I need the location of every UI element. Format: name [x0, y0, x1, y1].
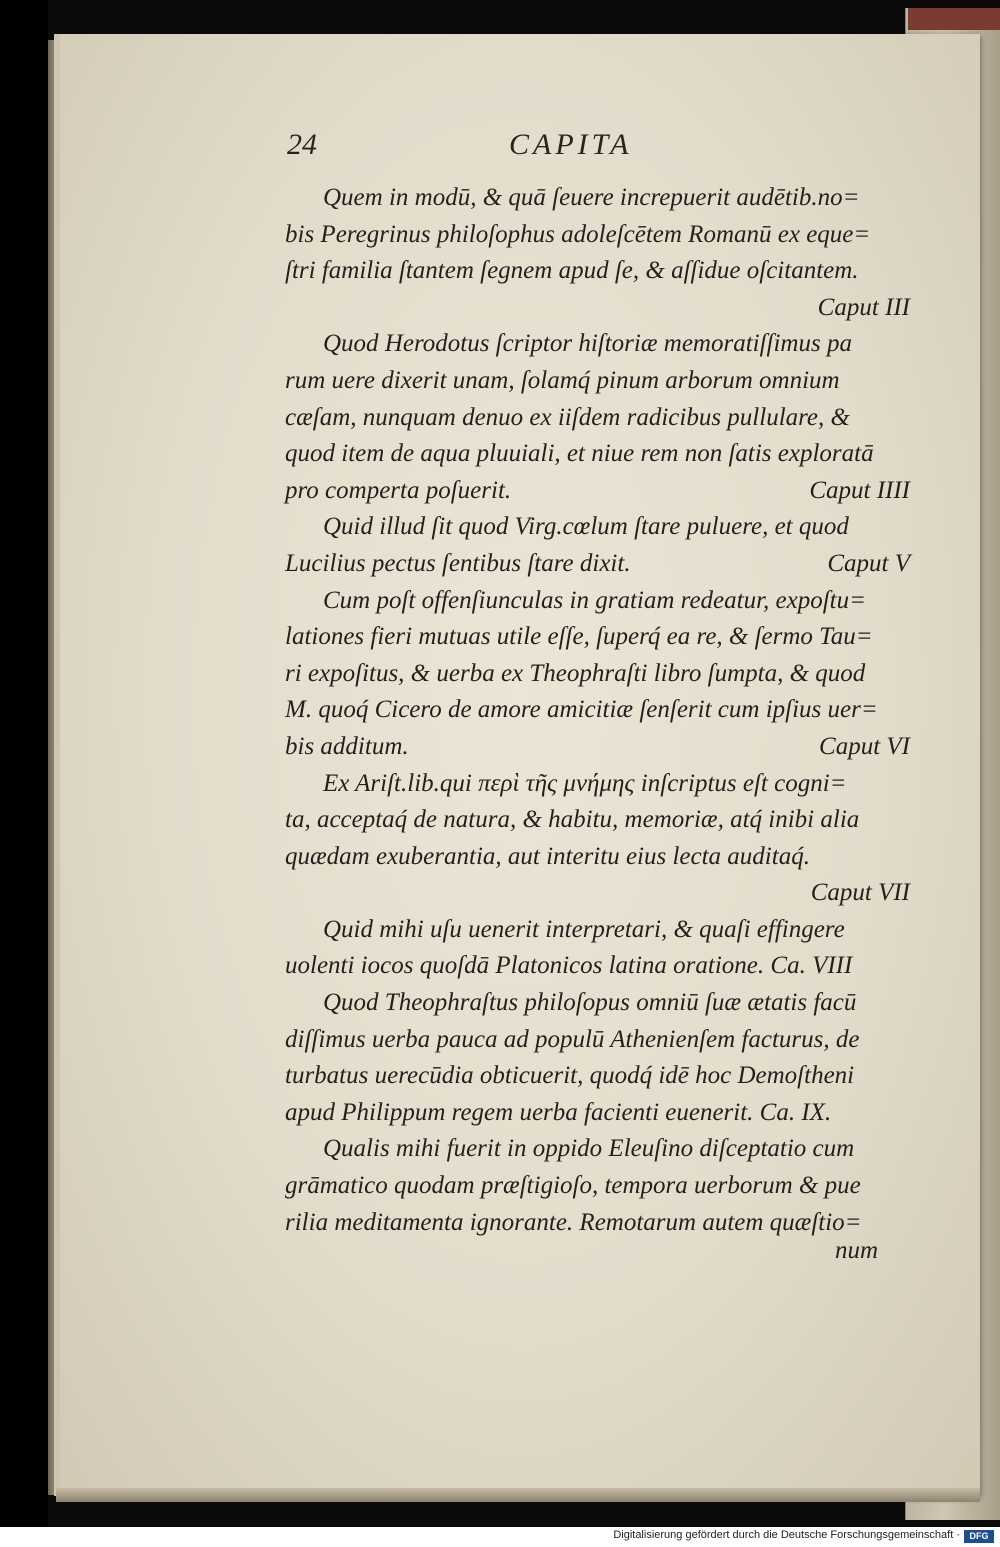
text-line	[285, 1022, 910, 1059]
text-line	[285, 509, 910, 546]
text-block	[285, 180, 910, 1241]
line-text: cæſam, nunquam denuo ex iiſdem radicibus pullulare, &	[285, 403, 850, 431]
line-text: grāmatico quodam præſtigioſo, tempora uerborum & pue	[285, 1172, 861, 1200]
dfg-logo: DFG	[964, 1530, 994, 1543]
line-text: diſſimus uerba pauca ad populū Athenienſem facturus, de	[285, 1025, 860, 1053]
line-text: Quem in modū, & quā ſeuere increpuerit audētib.no=	[323, 184, 860, 211]
text-line	[285, 180, 910, 217]
text-line	[285, 619, 910, 656]
text-line	[285, 583, 910, 620]
line-text: bis Peregrinus philoſophus adoleſcētem Romanū ex eque=	[285, 220, 871, 248]
footer-credit: Digitalisierung gefördert durch die Deutsche Forschungsgemeinschaft ·	[613, 1529, 960, 1541]
text-line	[285, 1095, 910, 1132]
text-line	[285, 656, 910, 693]
line-text: bis additum.	[285, 732, 409, 760]
line-text: Quod Theophraſtus philoſopus omniū ſuæ ætatis facū	[323, 989, 857, 1017]
line-text: lationes fieri mutuas utile eſſe, ſuperq́ ea re, & ſermo Tau=	[285, 623, 873, 651]
text-line	[285, 985, 910, 1022]
text-line	[285, 363, 910, 400]
text-line	[285, 1131, 910, 1168]
text-line	[285, 473, 910, 510]
caput-label: Caput VII	[810, 879, 910, 907]
text-line	[285, 766, 910, 803]
line-text: Qualis mihi fuerit in oppido Eleuſino diſceptatio cum	[323, 1135, 855, 1163]
text-line	[285, 692, 910, 729]
line-text: Ex Ariſt.lib.qui περὶ τῆς μνήμης inſcriptus eſt cogni=	[323, 769, 847, 797]
line-text: quædam exuberantia, aut interitu eius lecta auditaq́.	[285, 842, 810, 870]
line-text: uolenti iocos quoſdā Platonicos latina oratione. Ca. VIII	[285, 952, 853, 980]
line-text: ta, acceptaq́ de natura, & habitu, memoriæ, atq́ inibi alia	[285, 806, 860, 834]
catchword: num	[835, 1237, 879, 1264]
line-text: M. quoq́ Cicero de amore amicitiæ ſenſerit cum ipſius uer=	[285, 696, 878, 724]
scan-frame-left	[0, 0, 48, 1547]
line-text: Quid illud ſit quod Virg.cœlum ſtare puluere, et quod	[323, 513, 849, 541]
text-line	[285, 839, 910, 876]
caput-label: Caput VI	[819, 732, 910, 760]
text-line	[285, 948, 910, 985]
text-line	[285, 290, 910, 327]
text-line	[285, 802, 910, 839]
page-bottom-edge	[56, 1488, 980, 1502]
page-header	[287, 128, 907, 172]
text-line	[285, 436, 910, 473]
text-line	[285, 912, 910, 949]
text-line	[285, 1168, 910, 1205]
line-text: Quod Herodotus ſcriptor hiſtoriæ memoratiſſimus pa	[323, 330, 852, 358]
line-text: quod item de aqua pluuiali, et niue rem non ſatis exploratā	[285, 440, 874, 468]
line-text: Quid mihi uſu uenerit interpretari, & quaſi effingere	[323, 915, 845, 943]
line-text: Lucilius pectus ſentibus ſtare dixit.	[285, 549, 631, 577]
text-line	[285, 875, 910, 912]
line-text: pro comperta poſuerit.	[285, 476, 512, 504]
line-text: rilia meditamenta ignorante. Remotarum autem quæſtio=	[285, 1208, 862, 1236]
line-text: ſtri familia ſtantem ſegnem apud ſe, & aſſidue oſcitantem.	[285, 257, 859, 285]
caput-label: Caput III	[817, 293, 910, 321]
line-text: apud Philippum regem uerba facienti euenerit. Ca. IX.	[285, 1098, 832, 1126]
page-number: 24	[287, 128, 317, 161]
running-head: CAPITA	[509, 128, 633, 161]
page-edge-tab	[908, 8, 1000, 30]
text-line	[285, 253, 910, 290]
text-line	[285, 546, 910, 583]
line-text: ri expoſitus, & uerba ex Theophraſti libro ſumpta, & quod	[285, 659, 866, 687]
line-text: Cum poſt offenſiunculas in gratiam redeatur, expoſtu=	[323, 586, 866, 614]
text-line	[285, 729, 910, 766]
line-text: turbatus uerecūdia obticuerit, quodq́ idē hoc Demoſtheni	[285, 1062, 855, 1090]
line-text: rum uere dixerit unam, ſolamq́ pinum arborum omnium	[285, 366, 840, 394]
text-line	[285, 400, 910, 437]
text-line	[285, 217, 910, 254]
text-line	[285, 1205, 910, 1242]
text-line	[285, 1058, 910, 1095]
text-line	[285, 326, 910, 363]
caput-label: Caput IIII	[809, 476, 910, 504]
caput-label: Caput V	[827, 549, 910, 577]
